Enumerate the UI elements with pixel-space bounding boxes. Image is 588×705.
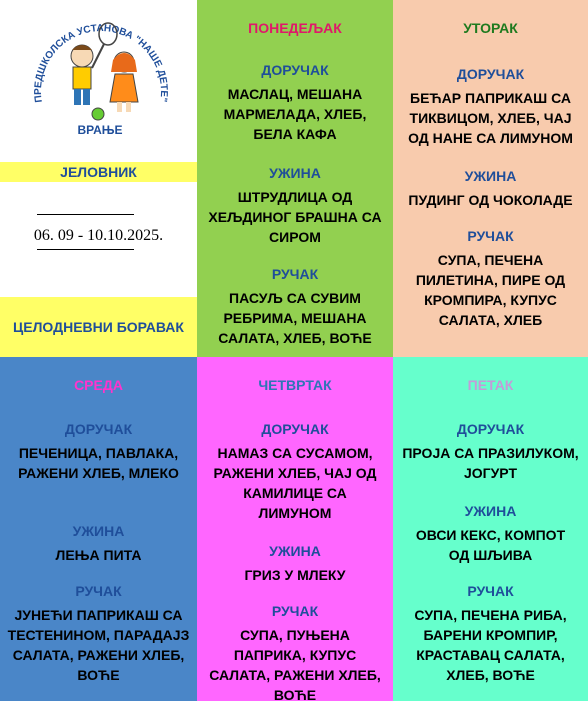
meal-text: ЈУНЕЋИ ПАПРИКАШ СА ТЕСТЕНИНОМ, ПАРАДАЈЗ САЛАТА, РАЖЕНИ ХЛЕБ, ВОЋЕ	[7, 607, 190, 683]
logo-city: ВРАЊЕ	[77, 123, 123, 137]
meal-title: РУЧАК	[467, 228, 514, 244]
meal-breakfast	[397, 419, 584, 483]
preschool-logo	[26, 10, 174, 138]
menu-title: ЈЕЛОВНИК	[0, 162, 197, 182]
day-cell-tuesday	[393, 0, 588, 357]
meal-snack	[4, 521, 193, 565]
meal-text: ЛЕЊА ПИТА	[55, 547, 142, 563]
meal-lunch	[201, 601, 389, 705]
meal-snack	[397, 166, 584, 210]
meal-title: РУЧАК	[467, 583, 514, 599]
day-name: СРЕДА	[74, 377, 123, 393]
logo-arc-text: ПРЕДШКОЛСКА УСТАНОВА "НАШЕ ДЕТЕ"	[32, 23, 170, 104]
meal-text: СУПА, ПЕЧЕНА ПИЛЕТИНА, ПИРЕ ОД КРОМПИРА, КУПУС САЛАТА, ХЛЕБ	[415, 252, 566, 328]
divider	[37, 214, 134, 215]
meal-snack	[201, 163, 389, 247]
meal-title: ДОРУЧАК	[456, 421, 525, 437]
day-cell-wednesday	[0, 357, 197, 701]
info-panel	[0, 0, 197, 357]
meal-breakfast	[397, 64, 584, 148]
meal-title: УЖИНА	[464, 168, 517, 184]
meal-text: ПЕЧЕНИЦА, ПАВЛАКА, РАЖЕНИ ХЛЕБ, МЛЕКО	[18, 445, 179, 481]
meal-lunch	[201, 264, 389, 348]
day-cell-thursday	[197, 357, 393, 701]
meal-lunch	[397, 581, 584, 685]
meal-lunch	[4, 581, 193, 685]
meal-breakfast	[4, 419, 193, 483]
meal-text: ШТРУДЛИЦА ОД ХЕЉДИНОГ БРАШНА СА СИРОМ	[208, 189, 382, 245]
stay-type: ЦЕЛОДНЕВНИ БОРАВАК	[0, 297, 197, 357]
divider	[37, 249, 134, 250]
meal-breakfast	[201, 60, 389, 144]
day-cell-friday	[393, 357, 588, 701]
meal-text: СУПА, ПЕЧЕНА РИБА, БАРЕНИ КРОМПИР, КРАСТАВАЦ САЛАТА, ХЛЕБ, ВОЋЕ	[414, 607, 567, 683]
meal-text: СУПА, ПУЊЕНА ПАПРИКА, КУПУС САЛАТА, РАЖЕНИ ХЛЕБ, ВОЋЕ	[209, 627, 381, 703]
meal-text: ПРОЈА СА ПРАЗИЛУКОМ, ЈОГУРТ	[402, 445, 579, 481]
day-name: УТОРАК	[463, 20, 518, 36]
meal-lunch	[397, 226, 584, 330]
meal-title: ДОРУЧАК	[261, 421, 329, 437]
meal-title: ДОРУЧАК	[64, 421, 133, 437]
meal-text: ПУДИНГ ОД ЧОКОЛАДЕ	[408, 192, 573, 208]
meal-title: РУЧАК	[75, 583, 122, 599]
meal-title: РУЧАК	[271, 603, 319, 619]
meal-title: УЖИНА	[72, 523, 125, 539]
date-range: 06. 09 - 10.10.2025.	[33, 227, 164, 244]
day-cell-monday	[197, 0, 393, 357]
meal-text: ГРИЗ У МЛЕКУ	[244, 567, 346, 583]
meal-title: УЖИНА	[269, 165, 321, 181]
meal-title: РУЧАК	[271, 266, 319, 282]
meal-text: МАСЛАЦ, МЕШАНА МАРМЕЛАДА, ХЛЕБ, БЕЛА КАФА	[223, 86, 367, 142]
meal-snack	[397, 501, 584, 565]
meal-title: УЖИНА	[464, 503, 517, 519]
meal-snack	[201, 541, 389, 585]
day-name: ПЕТАК	[467, 377, 514, 393]
day-name: ПОНЕДЕЉАК	[248, 20, 342, 36]
meal-text: БЕЋАР ПАПРИКАШ СА ТИКВИЦОМ, ХЛЕБ, ЧАЈ ОД НАНЕ СА ЛИМУНОМ	[408, 90, 573, 146]
meal-title: ДОРУЧАК	[456, 66, 525, 82]
meal-breakfast	[201, 419, 389, 523]
svg-text:ПРЕДШКОЛСКА УСТАНОВА "НАШЕ ДЕТ	[33, 23, 169, 103]
meal-text: ОВСИ КЕКС, КОМПОТ ОД ШЉИВА	[415, 527, 566, 563]
meal-title: ДОРУЧАК	[261, 62, 329, 78]
meal-text: НАМАЗ СА СУСАМОМ, РАЖЕНИ ХЛЕБ, ЧАЈ ОД КАМИЛИЦЕ СА ЛИМУНОМ	[213, 445, 377, 521]
meal-title: УЖИНА	[269, 543, 321, 559]
day-name: ЧЕТВРТАК	[258, 377, 332, 393]
meal-text: ПАСУЉ СА СУВИМ РЕБРИМА, МЕШАНА САЛАТА, ХЛЕБ, ВОЋЕ	[218, 290, 372, 346]
